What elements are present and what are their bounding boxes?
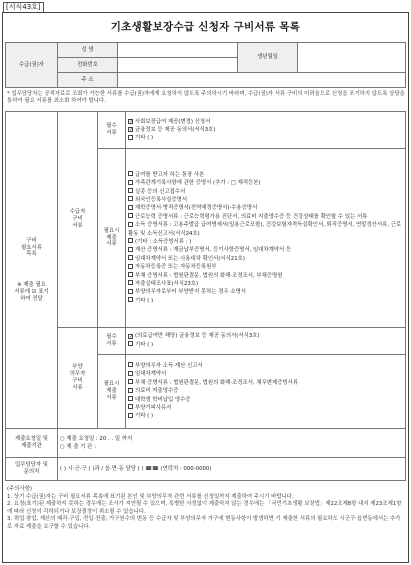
recipient-label: 수급자 구비 서류 bbox=[58, 112, 98, 328]
checklist-item-label: 급여를 받고자 하는 통장 사본 bbox=[135, 171, 205, 178]
empty-checkbox-icon[interactable] bbox=[128, 213, 133, 218]
recipient-required-list bbox=[126, 112, 406, 149]
document-page bbox=[2, 12, 409, 563]
empty-checkbox-icon[interactable] bbox=[128, 341, 133, 346]
documents-table bbox=[5, 111, 406, 481]
left-label: 구비 필요서류 목록 bbox=[21, 237, 42, 258]
checklist-item[interactable] bbox=[128, 221, 403, 238]
empty-checkbox-icon[interactable] bbox=[128, 238, 133, 243]
empty-checkbox-icon[interactable] bbox=[128, 404, 133, 409]
empty-checkbox-icon[interactable] bbox=[128, 264, 133, 269]
recipient-optional-label: 필요시 제출 서류 bbox=[98, 149, 126, 327]
checklist-item[interactable] bbox=[128, 362, 403, 370]
checklist-item-label: (의료급여만 해당) 금융정보 등 제공 동의서(서식3호) bbox=[135, 333, 260, 340]
empty-checkbox-icon[interactable] bbox=[128, 297, 133, 302]
checklist-item-label: 임대차계약서 또는 사용대차 확인서(서식21호) bbox=[135, 255, 245, 262]
checklist-item[interactable] bbox=[128, 118, 403, 126]
empty-checkbox-icon[interactable] bbox=[128, 371, 133, 376]
staff-notice: * 업무담당자는 공적자료로 조회가 가능한 서류를 수급(권)자에게 요청하지 않도록 주의하시기 바라며, 수급(권)자 서류 구비의 어려움으로 신청을 포기하지 않도록 상담을 통하여 필요 서류를 최소화 하여야 합니다. bbox=[7, 91, 405, 105]
checklist-item-label: 사회보장급여 제공(변경) 신청서 bbox=[135, 118, 211, 125]
support-required-list bbox=[126, 327, 406, 354]
agency-field[interactable]: ○ 제 출 기 관 : bbox=[60, 444, 96, 451]
checklist-item[interactable] bbox=[128, 238, 403, 246]
checklist-item-label: 부양의무자 소득·재산 신고서 bbox=[135, 362, 203, 369]
checklist-item-label: 재학증명서·병적증명서(전역예정증명서)·수용증명서 bbox=[135, 205, 258, 212]
checklist-item-label: 자동차등록증 또는 자동차등록원부 bbox=[135, 264, 217, 271]
checklist-item-label: 기타 ( ) bbox=[135, 413, 154, 420]
checklist-item[interactable] bbox=[128, 213, 403, 221]
checklist-item[interactable] bbox=[128, 370, 403, 378]
address-field[interactable] bbox=[118, 73, 406, 88]
checklist-item-label: 외국인등록사실증명서 bbox=[135, 196, 188, 203]
address-label: 주 소 bbox=[58, 73, 118, 88]
empty-checkbox-icon[interactable] bbox=[128, 135, 133, 140]
birth-field[interactable] bbox=[298, 43, 406, 73]
page-title: 기초생활보장수급 신청자 구비서류 목록 bbox=[110, 21, 301, 34]
checklist-item-label: 재산 증명서류 : 재금납부증명서, 등기사항증명서, 임대차계약서 등 bbox=[135, 247, 292, 254]
footer-notes bbox=[7, 486, 405, 532]
empty-checkbox-icon[interactable] bbox=[128, 255, 133, 260]
empty-checkbox-icon[interactable] bbox=[128, 272, 133, 277]
empty-checkbox-icon[interactable] bbox=[128, 388, 133, 393]
support-label: 부양 의무자 구비 서류 bbox=[58, 327, 98, 429]
checklist-item[interactable] bbox=[128, 134, 403, 142]
checklist-item[interactable] bbox=[128, 179, 403, 187]
checklist-item[interactable] bbox=[128, 404, 403, 412]
checklist-item[interactable] bbox=[128, 272, 403, 280]
checklist-item-label: 소득 증명서류 : 고용주발급 급여명세서(일용근로포함), 건강보험자격득실확인서, 퇴직증명서, 연말정산서류, 근로활동 및 소득신고서(서식24호) bbox=[128, 222, 402, 237]
checklist-item-label: 기타 ( ) bbox=[135, 297, 154, 304]
checklist-item-label: 자출실태조사표(서식23호) bbox=[135, 280, 199, 287]
checklist-item[interactable] bbox=[128, 341, 403, 349]
empty-checkbox-icon[interactable] bbox=[128, 196, 133, 201]
checklist-item-label: 대학생 학비납입 영수증 bbox=[135, 396, 191, 403]
checklist-item-label: 의료비 지출영수증 bbox=[135, 388, 179, 395]
title-box bbox=[5, 18, 406, 38]
checklist-item-label: 근로능력 증명서류 : 근로능력평가용 진단서, 의료비 지출영수증 등 건강상태를 확인할 수 있는 서류 bbox=[135, 213, 368, 220]
applicant-table bbox=[5, 42, 406, 88]
checklist-item-label: 임대차계약서 bbox=[135, 371, 167, 378]
left-label-cell bbox=[6, 112, 58, 429]
empty-checkbox-icon[interactable] bbox=[128, 188, 133, 193]
phone-label: 전화번호 bbox=[58, 58, 118, 73]
footer-note: (주의사항) bbox=[7, 486, 33, 492]
checklist-item[interactable] bbox=[128, 332, 403, 340]
empty-checkbox-icon[interactable] bbox=[128, 205, 133, 210]
checklist-item[interactable] bbox=[128, 288, 403, 296]
checklist-item[interactable] bbox=[128, 280, 403, 288]
submission-label: 제출요청일 및 제출기관 bbox=[6, 429, 58, 458]
empty-checkbox-icon[interactable] bbox=[128, 247, 133, 252]
checked-checkbox-icon[interactable]: ✓ bbox=[129, 119, 134, 126]
name-field[interactable] bbox=[118, 43, 238, 58]
contact-label: 업무담당자 및 문의처 bbox=[6, 458, 58, 481]
checklist-item[interactable] bbox=[128, 412, 403, 420]
checklist-item-label: 가족관계기록사항에 관한 증명서 (추가 : □ 제적등본) bbox=[135, 180, 261, 187]
checklist-item-label: 기타 ( ) bbox=[135, 341, 154, 348]
checklist-item[interactable] bbox=[128, 396, 403, 404]
checklist-item-label: 부양의무자로부터 부양받지 못하는 경우 소명서 bbox=[135, 289, 247, 296]
checklist-item-label: 부채 증명서류 : 법원판결문, 법원의 화해·조정조서, 채무변제증빙서류 bbox=[135, 379, 299, 386]
birth-label: 생년월일 bbox=[238, 43, 298, 73]
checklist-item[interactable] bbox=[128, 379, 403, 387]
empty-checkbox-icon[interactable] bbox=[128, 413, 133, 418]
checklist-item-label: 실종 등의 신고접수서 bbox=[135, 188, 186, 195]
checklist-item-label: (기타 : 소득증빙서류 : ) bbox=[135, 238, 192, 245]
recipient-required-label: 필수 서류 bbox=[98, 112, 126, 149]
empty-checkbox-icon[interactable] bbox=[128, 222, 133, 227]
empty-checkbox-icon[interactable] bbox=[128, 289, 133, 294]
form-number: [서식43호] bbox=[3, 2, 44, 13]
support-optional-list bbox=[126, 354, 406, 429]
checklist-item[interactable] bbox=[128, 126, 403, 134]
contact-field[interactable]: ( ) 시·군·구 ( )과 / 읍·면·동 담당 ( ) ☎☎ (연락처 : 000-0000) bbox=[58, 458, 406, 481]
checklist-item[interactable] bbox=[128, 387, 403, 395]
checklist-item-label: 부채 증명서류 : 법원판결문, 법원의 화해·조정조서, 부채증명원 bbox=[135, 272, 283, 279]
checklist-item[interactable] bbox=[128, 297, 403, 305]
checklist-item[interactable] bbox=[128, 204, 403, 212]
checklist-item[interactable] bbox=[128, 255, 403, 263]
checklist-item-label: 부양기피사유서 bbox=[135, 404, 172, 411]
footer-note: 2. 요청(표기)된 제출하지 못하는 경우에는 조사가 지연될 수 있으며, 특별한 사정없이 제출하지 않는 경우에는 「국민기초생활 보장법」제22조제8항 내지 제23조제1항에 따라 신청이 각하되거나 보장결정이 취소될 수 있습니다. bbox=[7, 501, 402, 515]
applicant-group-label: 수급(권)자 bbox=[6, 43, 58, 88]
checklist-item-label: 금융정보 등 제공 동의서(서식3호) bbox=[135, 126, 216, 133]
request-date-field[interactable]: ○ 제출 요청일 : 20 . . 일 까지 bbox=[60, 435, 133, 442]
name-label: 성 명 bbox=[58, 43, 118, 58]
footer-note: 1. 상기 수급(권)자는 구비 필요서류 목록에 표기된 본인 및 부양의무자 관련 서류를 신청일까지 제출하여 주시기 바랍니다. bbox=[7, 493, 294, 500]
recipient-optional-list bbox=[126, 149, 406, 327]
support-optional-label: 필요시 제출 서류 bbox=[98, 354, 126, 429]
checklist-item[interactable] bbox=[128, 246, 403, 254]
checklist-item[interactable] bbox=[128, 263, 403, 271]
empty-checkbox-icon[interactable] bbox=[128, 180, 133, 185]
checked-checkbox-icon[interactable]: ✓ bbox=[129, 127, 134, 134]
checklist-item-label: 기타 ( ) bbox=[135, 135, 154, 142]
phone-field[interactable] bbox=[118, 58, 238, 73]
footer-note: 3. 취업·창업, 재산의 매각·구입, 전입·전출, 가구원수의 변동 등 수급자 및 부양의무자 가구에 변동사항이 발생하면 기 제출한 서류의 필요하도 시군구·읍면동에서는 추가로 자료 제출을 요구할 수 있습니다. bbox=[7, 516, 401, 530]
submission-cell bbox=[58, 429, 406, 458]
checklist-item[interactable] bbox=[128, 196, 403, 204]
checklist-item[interactable] bbox=[128, 188, 403, 196]
empty-checkbox-icon[interactable] bbox=[128, 280, 133, 285]
checked-checkbox-icon[interactable]: ✓ bbox=[129, 333, 134, 340]
support-required-label: 필수 서류 bbox=[98, 327, 126, 354]
checklist-item[interactable] bbox=[128, 171, 403, 179]
empty-checkbox-icon[interactable] bbox=[128, 379, 133, 384]
empty-checkbox-icon[interactable] bbox=[128, 171, 133, 176]
empty-checkbox-icon[interactable] bbox=[128, 396, 133, 401]
left-note: ※ 제출 필요 서류에 ☑ 표기 하여 전달 bbox=[14, 282, 49, 302]
empty-checkbox-icon[interactable] bbox=[128, 362, 133, 367]
